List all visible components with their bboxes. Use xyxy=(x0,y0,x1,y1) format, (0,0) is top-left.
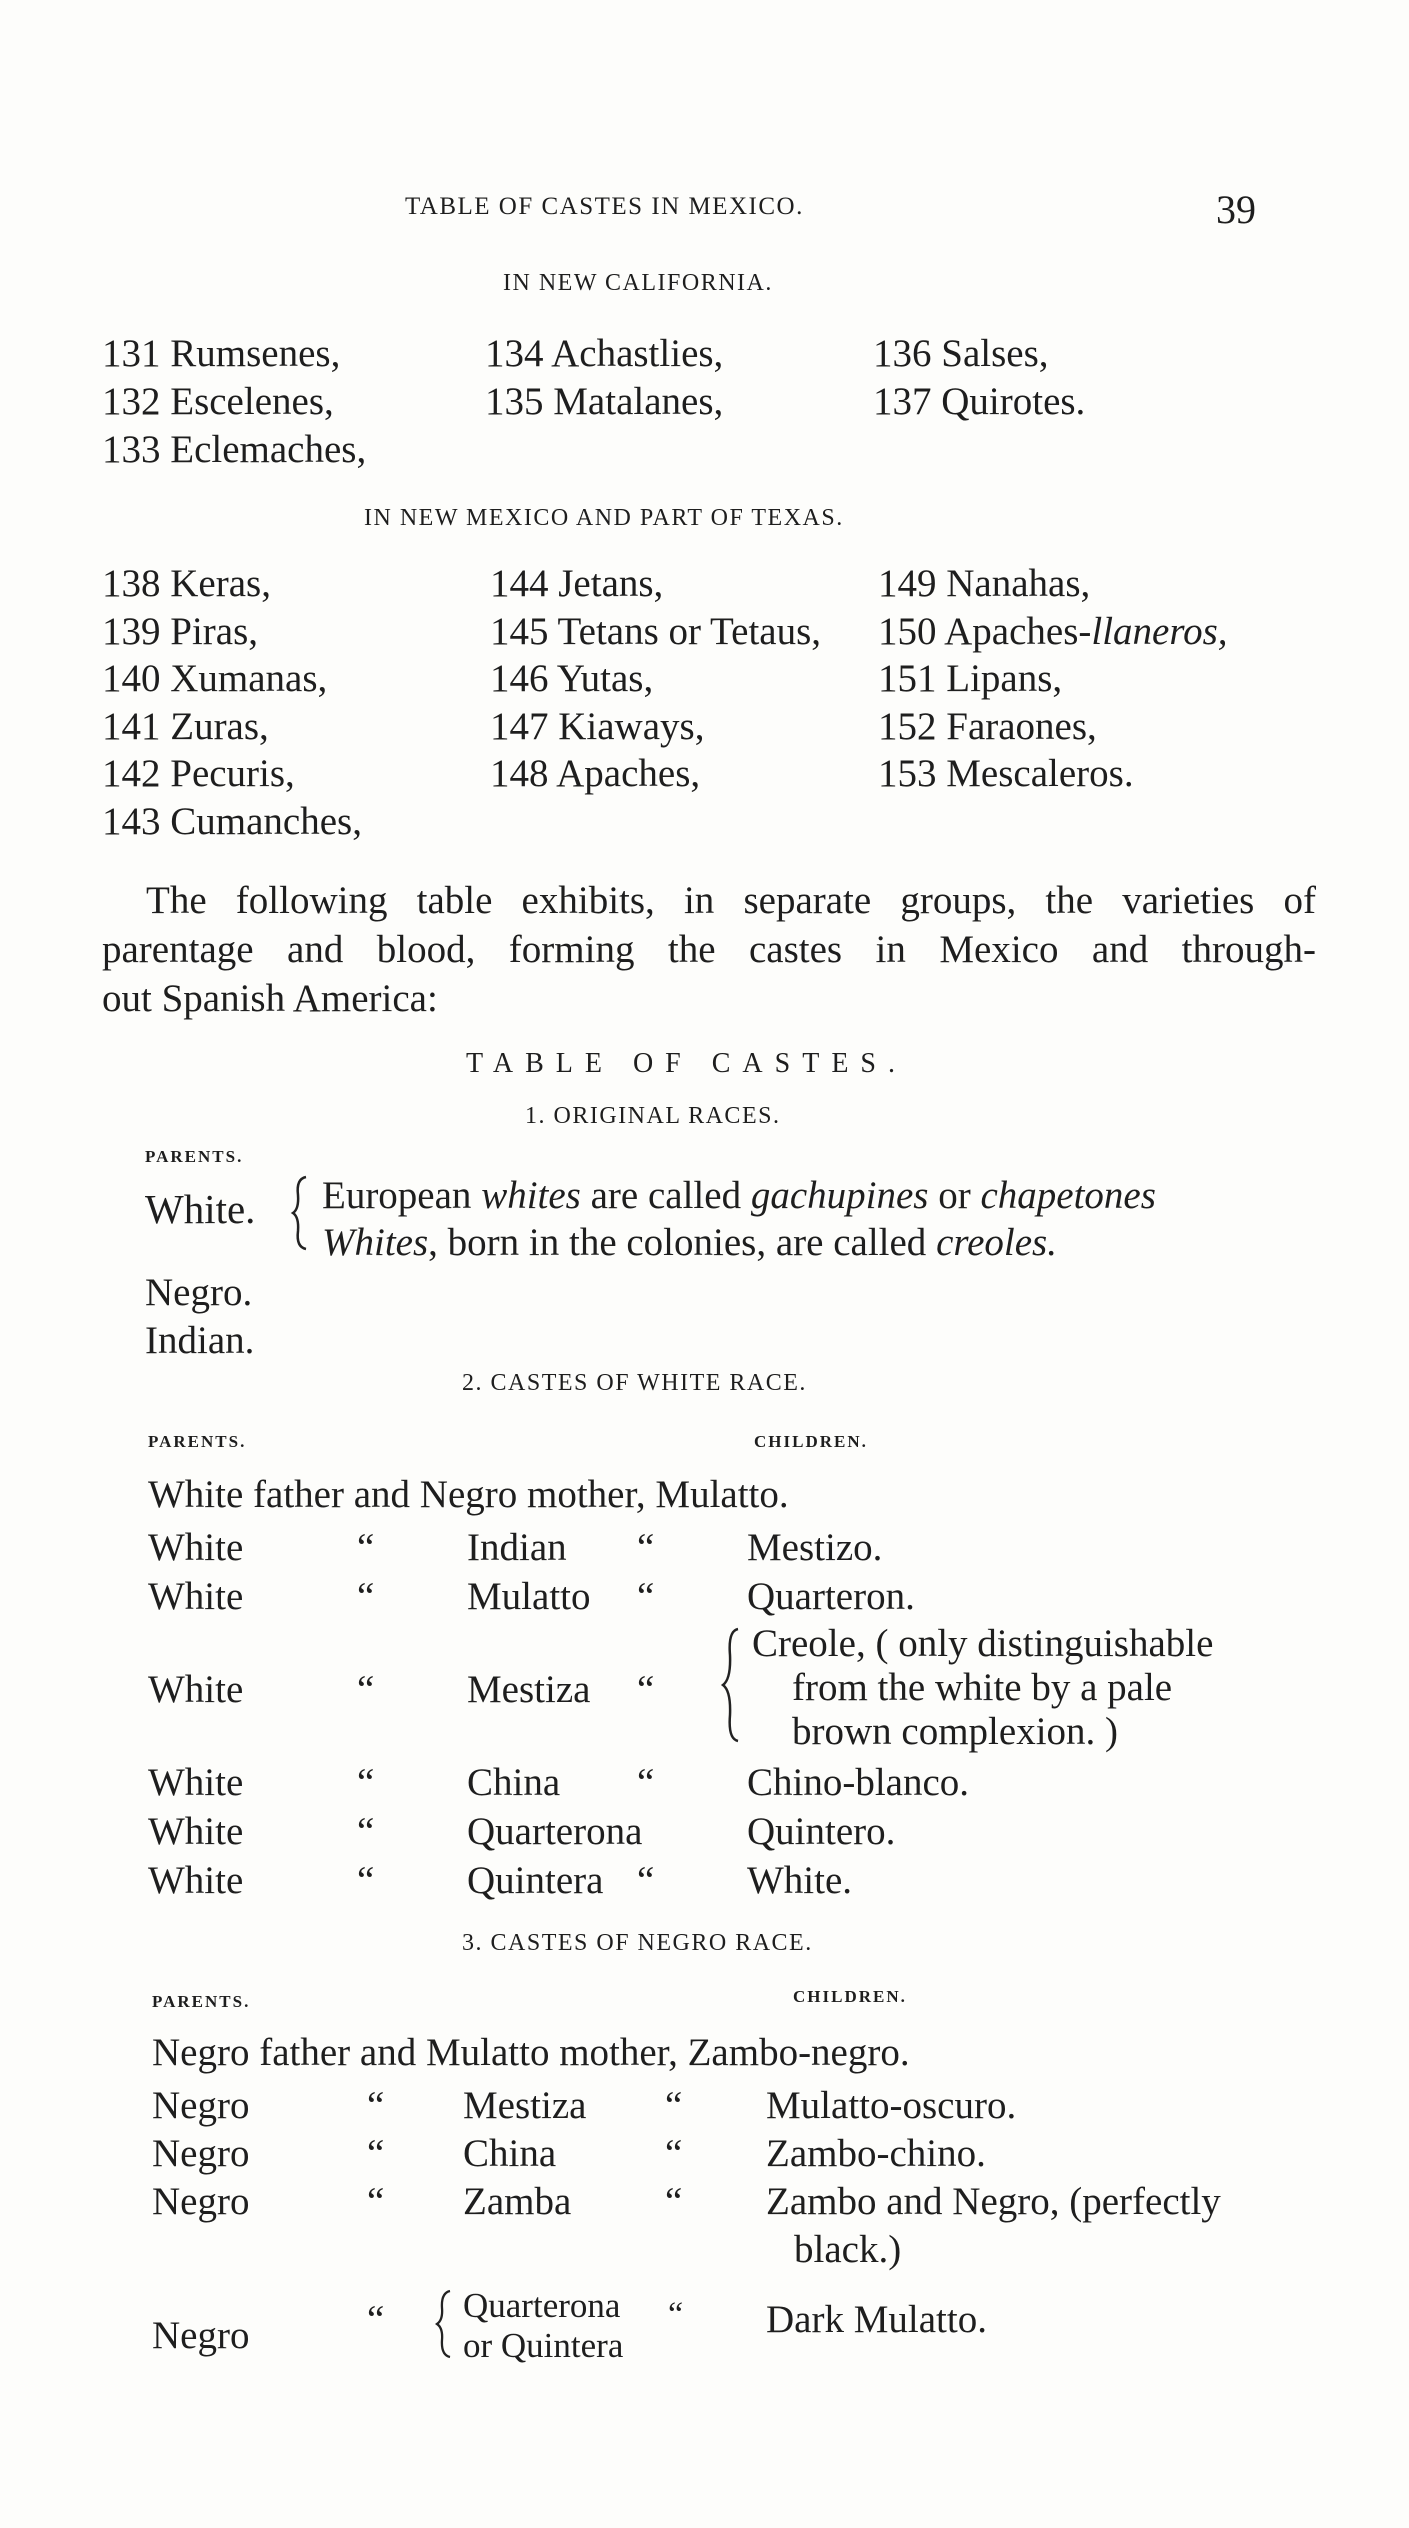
list-item: 141 Zuras, xyxy=(102,704,269,748)
nm-column-3 xyxy=(878,560,1228,798)
ditto-mark: “ xyxy=(637,1575,655,1618)
list-item: 152 Faraones, xyxy=(878,704,1097,748)
ditto-mark: “ xyxy=(637,1668,655,1711)
white-description xyxy=(322,1172,1156,1266)
list-item: 134 Achastlies, xyxy=(485,332,724,375)
ditto-column-2 xyxy=(665,2082,682,2226)
list-item-italic: llaneros, xyxy=(1091,609,1228,653)
intro-paragraph xyxy=(102,876,1316,1023)
list-item: 135 Matalanes, xyxy=(485,380,724,423)
section-1-heading: 1. ORIGINAL RACES. xyxy=(525,1103,781,1129)
list-item: 148 Apaches, xyxy=(490,752,701,795)
list-item: 137 Quirotes. xyxy=(873,380,1086,423)
table-cell: White xyxy=(148,1810,244,1853)
paragraph-line: The following table exhibits, in separate groups, the varieties of xyxy=(146,879,1316,922)
table-cell: Mestiza xyxy=(467,1668,591,1711)
creole-description xyxy=(752,1622,1213,1754)
list-item: 153 Mescaleros. xyxy=(878,752,1134,795)
table-row: Negro father and Mulatto mother, Zambo-negro. xyxy=(152,2031,910,2074)
list-item: 144 Jetans, xyxy=(490,562,664,605)
table-cell: White. xyxy=(747,1859,853,1902)
ditto-mark: “ xyxy=(367,2298,385,2341)
table-cell: White xyxy=(148,1859,244,1902)
description-line: from the white by a pale xyxy=(792,1666,1173,1709)
brace xyxy=(435,2288,453,2365)
list-item: 149 Nanahas, xyxy=(878,562,1091,605)
ditto-mark: “ xyxy=(637,1761,655,1804)
list-item: Indian. xyxy=(145,1319,255,1362)
table-cell: or Quintera xyxy=(463,2326,624,2365)
table-cell: Chino-blanco. xyxy=(747,1761,970,1804)
list-item: 146 Yutas, xyxy=(490,657,654,700)
table-cell: Negro xyxy=(152,2180,250,2223)
description-line: brown complexion. ) xyxy=(792,1710,1119,1753)
ditto-column xyxy=(357,1523,374,1905)
table-cell: Indian xyxy=(467,1526,567,1569)
table-cell: Mestiza xyxy=(463,2084,587,2127)
table-cell: White xyxy=(148,1761,244,1804)
list-item: 140 Xumanas, xyxy=(102,657,328,700)
ditto-mark: “ xyxy=(367,2084,385,2127)
parents-label: PARENTS. xyxy=(152,1992,251,2011)
children-column xyxy=(766,2082,1221,2274)
fathers-column xyxy=(148,1523,243,1905)
table-cell: Negro xyxy=(152,2084,250,2127)
nc-column-2 xyxy=(485,330,723,426)
ditto-mark: “ xyxy=(637,1526,655,1569)
running-title: TABLE OF CASTES IN MEXICO. xyxy=(405,193,804,220)
new-mexico-heading: IN NEW MEXICO AND PART OF TEXAS. xyxy=(364,505,844,531)
list-item: 138 Keras, xyxy=(102,562,271,605)
other-races xyxy=(145,1269,254,1365)
table-cell: Quarteron. xyxy=(747,1575,915,1618)
fathers-column xyxy=(152,2082,249,2226)
table-row: White father and Negro mother, Mulatto. xyxy=(148,1473,789,1516)
list-item: 142 Pecuris, xyxy=(102,752,295,795)
table-cell: Zambo-chino. xyxy=(766,2132,986,2175)
table-cell: Zamba xyxy=(463,2180,572,2223)
table-cell: Negro xyxy=(152,2132,250,2175)
description-line: Whites, born in the colonies, are called creoles. xyxy=(322,1221,1057,1264)
ditto-mark: “ xyxy=(367,2180,385,2223)
paragraph-line: out Spanish America: xyxy=(102,977,438,1020)
table-cell: China xyxy=(463,2132,557,2175)
table-title: TABLE OF CASTES. xyxy=(466,1048,908,1079)
last-mother xyxy=(463,2286,623,2366)
ditto-mark: “ xyxy=(357,1668,375,1711)
ditto-mark: “ xyxy=(665,2132,683,2175)
table-cell: White xyxy=(148,1526,244,1569)
list-item: 131 Rumsenes, xyxy=(102,332,341,375)
section-3-heading: 3. CASTES OF NEGRO RACE. xyxy=(462,1930,813,1956)
table-cell: Quarterona xyxy=(467,1810,643,1853)
brace xyxy=(720,1625,742,1750)
table-cell: Mestizo. xyxy=(747,1526,883,1569)
table-cell: Quintero. xyxy=(747,1810,896,1853)
table-cell: black.) xyxy=(794,2228,902,2271)
table-cell: Mulatto xyxy=(467,1575,591,1618)
mothers-column xyxy=(463,2082,586,2226)
mothers-column xyxy=(467,1523,642,1905)
ditto-mark: “ xyxy=(665,2180,683,2223)
table-cell: Quintera xyxy=(467,1859,604,1902)
table-cell: China xyxy=(467,1761,561,1804)
ditto-mark: “ xyxy=(357,1810,375,1853)
ditto-mark: “ xyxy=(637,1859,655,1902)
list-item: 132 Escelenes, xyxy=(102,380,334,423)
list-item: Negro. xyxy=(145,1271,253,1314)
list-item-text: 150 Apaches- xyxy=(878,609,1092,653)
list-item: 133 Eclemaches, xyxy=(102,428,367,471)
ditto-mark: “ xyxy=(665,2084,683,2127)
list-item: 136 Salses, xyxy=(873,332,1049,375)
table-cell: Mulatto-oscuro. xyxy=(766,2084,1017,2127)
list-item: 147 Kiaways, xyxy=(490,704,705,748)
ditto-mark: “ xyxy=(357,1761,375,1804)
table-cell: Zambo and Negro, (perfectly xyxy=(766,2180,1221,2223)
page-number: 39 xyxy=(1216,187,1256,232)
table-cell: Quarterona xyxy=(463,2286,621,2325)
ditto-column xyxy=(367,2082,384,2226)
table-cell: White xyxy=(148,1668,244,1711)
parents-label: PARENTS. xyxy=(145,1147,244,1166)
brace xyxy=(290,1173,310,1258)
paragraph-line: parentage and blood, forming the castes in Mexico and through- xyxy=(102,928,1316,971)
table-cell: Dark Mulatto. xyxy=(766,2298,987,2341)
table-cell: White xyxy=(148,1575,244,1618)
ditto-mark: “ xyxy=(668,2296,684,2333)
ditto-mark: “ xyxy=(367,2132,385,2175)
list-item: 139 Piras, xyxy=(102,609,258,653)
description-line: Creole, ( only distinguishable xyxy=(752,1622,1214,1665)
nc-column-1 xyxy=(102,330,366,474)
list-item: 145 Tetans or Tetaus, xyxy=(490,609,822,653)
parents-label: PARENTS. xyxy=(148,1432,247,1451)
description-line: European whites are called gachupines or chapetones xyxy=(322,1174,1156,1217)
new-california-heading: IN NEW CALIFORNIA. xyxy=(503,270,773,296)
ditto-mark: “ xyxy=(357,1526,375,1569)
table-cell: Negro xyxy=(152,2314,250,2357)
list-item: 143 Cumanches, xyxy=(102,799,362,843)
nm-column-2 xyxy=(490,560,821,798)
ditto-mark: “ xyxy=(357,1575,375,1618)
nc-column-3 xyxy=(873,330,1085,426)
section-2-heading: 2. CASTES OF WHITE RACE. xyxy=(462,1370,807,1396)
ditto-column-2 xyxy=(637,1523,654,1905)
ditto-mark: “ xyxy=(357,1859,375,1902)
nm-column-1 xyxy=(102,560,362,845)
list-item xyxy=(878,608,1228,656)
white-label: White. xyxy=(145,1186,256,1232)
ditto-mark xyxy=(637,1807,654,1856)
children-label: CHILDREN. xyxy=(793,1987,907,2006)
list-item: 151 Lipans, xyxy=(878,657,1063,700)
children-label: CHILDREN. xyxy=(754,1432,868,1451)
